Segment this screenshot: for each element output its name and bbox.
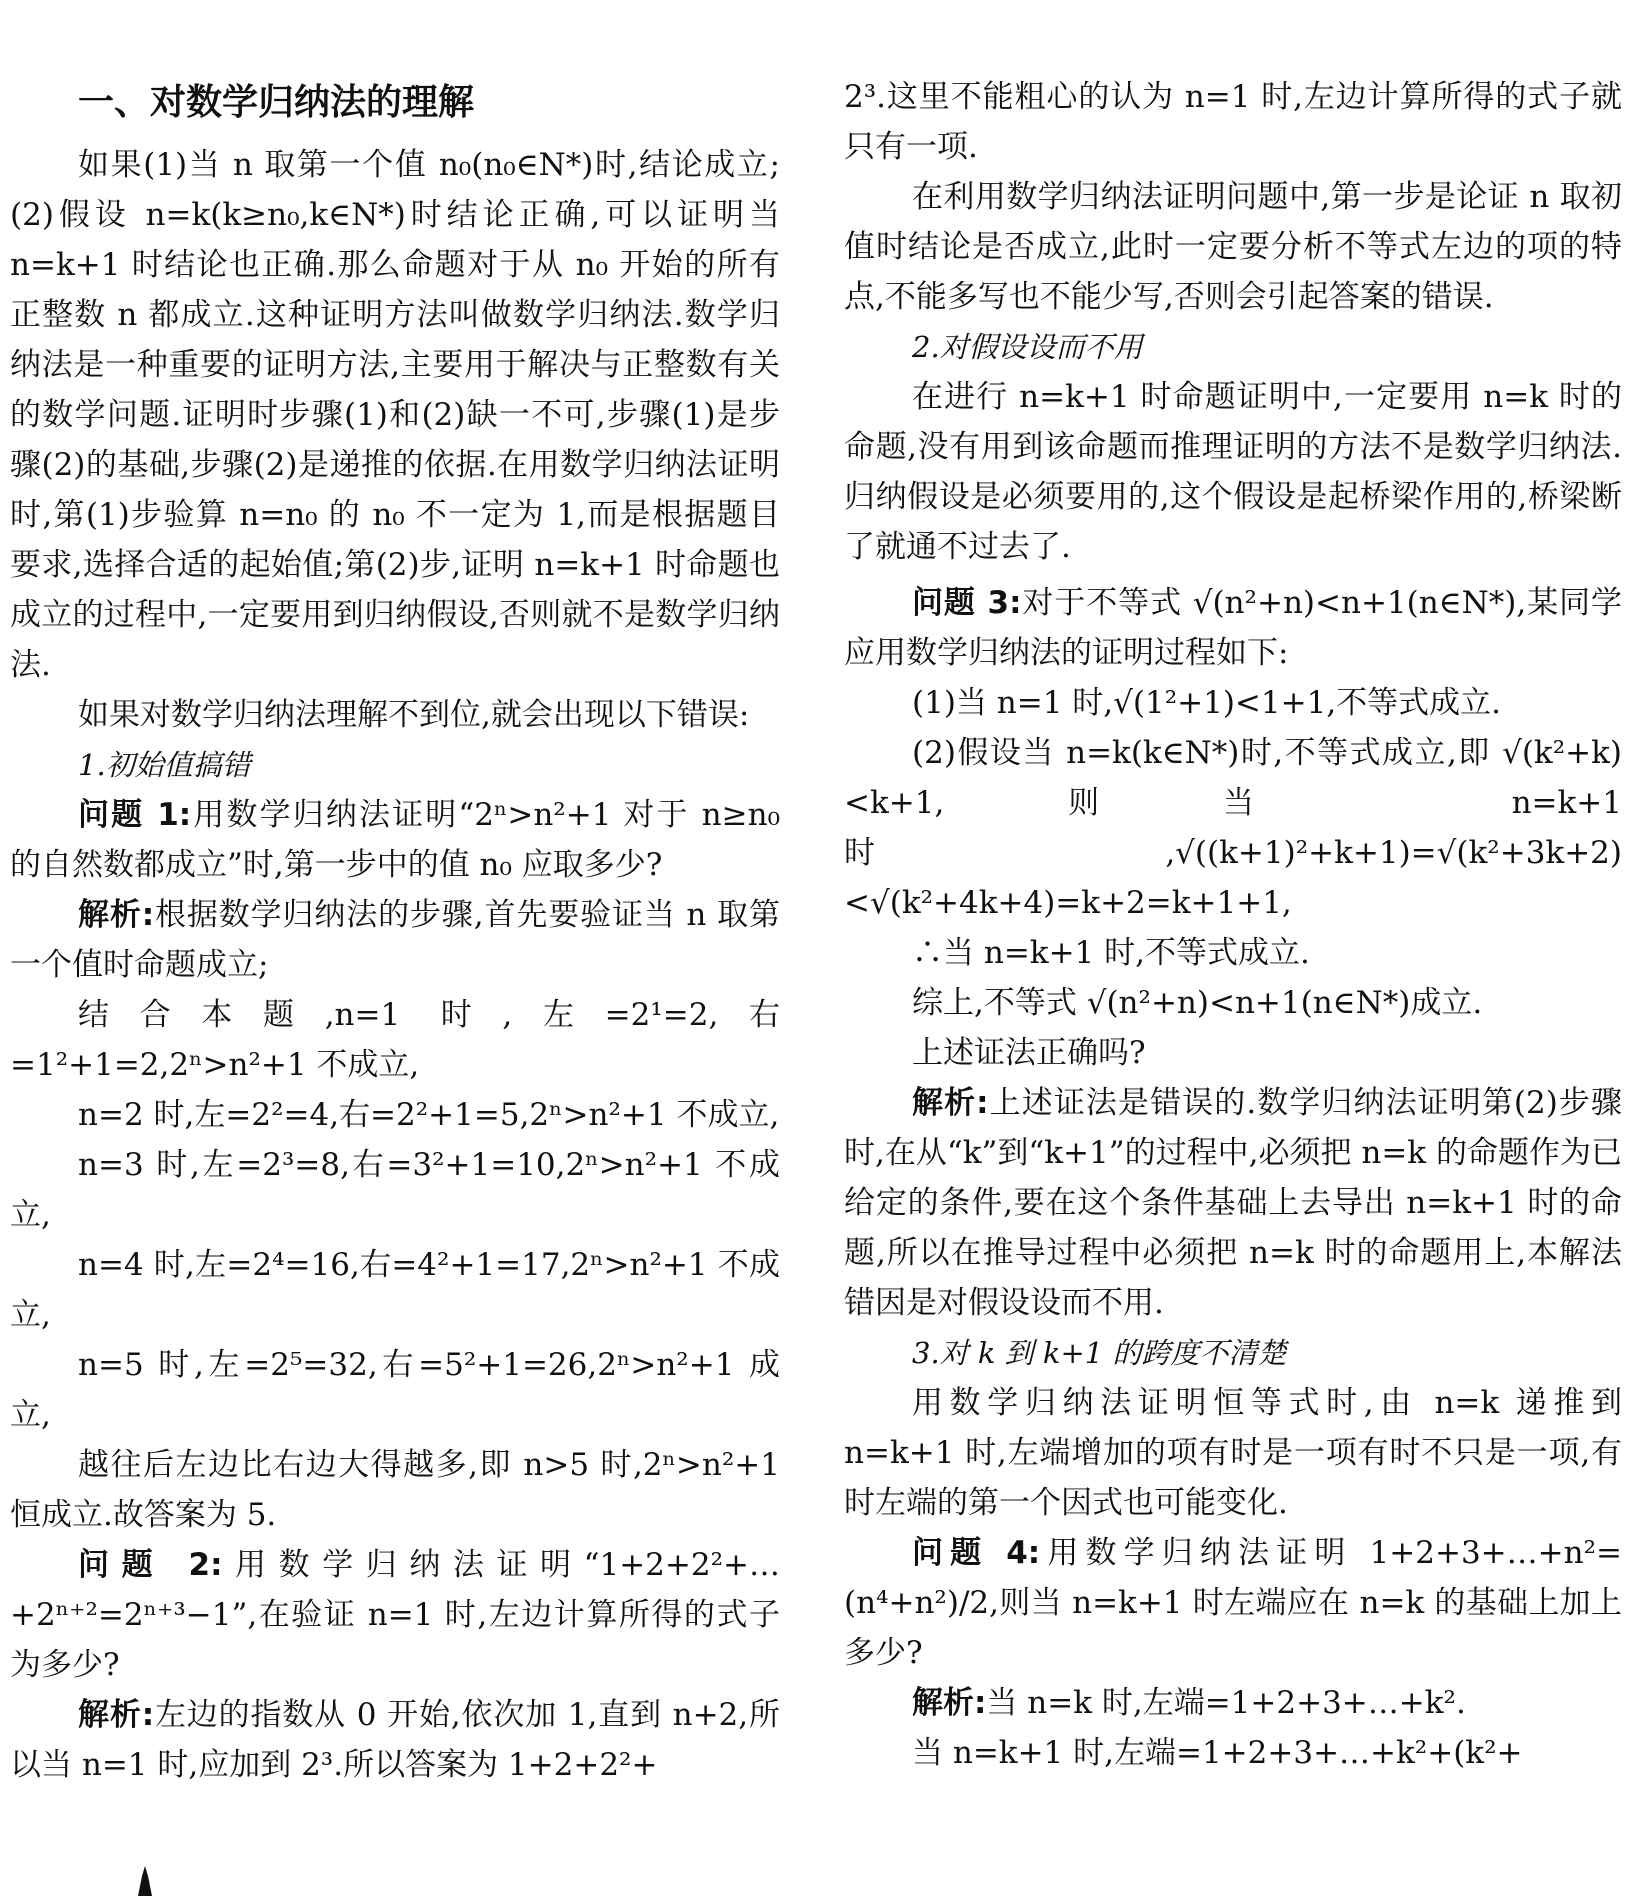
problem-3-text: 对于不等式 √(n²+n)<n+1(n∈N*),某同学应用数学归纳法的证明过程如下: [844, 585, 1622, 671]
analysis-4-line-2: 当 n=k+1 时,左端=1+2+3+…+k²+(k²+ [912, 1735, 1523, 1771]
problem-3 [844, 578, 1622, 678]
analysis-3-label: 解析: [912, 1085, 989, 1121]
analysis-4-text: 当 n=k 时,左端=1+2+3+…+k². [986, 1685, 1466, 1721]
analysis-1-text: 根据数学归纳法的步骤,首先要验证当 n 取第一个值时命题成立; [10, 897, 780, 983]
pen-nib-icon [138, 1866, 152, 1896]
analysis-2-label: 解析: [78, 1697, 155, 1733]
proof-line: (1)当 n=1 时,√(1²+1)<1+1,不等式成立. [912, 685, 1502, 721]
errors-intro: 如果对数学归纳法理解不到位,就会出现以下错误: [78, 697, 750, 733]
left-column [10, 0, 780, 1790]
analysis-1 [10, 890, 780, 990]
problem-1-label: 问题 1: [78, 797, 192, 833]
analysis-1-label: 解析: [78, 897, 155, 933]
analysis-1-line: n=4 时,左=2⁴=16,右=4²+1=17,2ⁿ>n²+1 不成立, [10, 1247, 780, 1333]
analysis-1-line: n=5 时,左=2⁵=32,右=5²+1=26,2ⁿ>n²+1 成立, [10, 1347, 780, 1433]
proof-line: (2)假设当 n=k(k∈N*)时,不等式成立,即 √(k²+k)<k+1,则当 n=k+1 时,√((k+1)²+k+1)=√(k²+3k+2)<√(k²+4k+4)=k+2=k+1+1, [844, 735, 1622, 921]
proof-line: ∴当 n=k+1 时,不等式成立. [912, 935, 1310, 971]
proof-question: 上述证法正确吗? [912, 1035, 1146, 1071]
analysis-3-text: 上述证法是错误的.数学归纳法证明第(2)步骤时,在从“k”到“k+1”的过程中,必须把 n=k 的命题作为已给定的条件,要在这个条件基础上去导出 n=k+1 时的命题,所以在推导过程中必须把 n=k 时的命题用上,本解法错因是对假设设而不用. [844, 1085, 1623, 1321]
problem-4 [844, 1528, 1622, 1678]
right-column [844, 0, 1622, 1778]
analysis-1-line: n=2 时,左=2²=4,右=2²+1=5,2ⁿ>n²+1 不成立, [78, 1097, 780, 1133]
analysis-2-text: 左边的指数从 0 开始,依次加 1,直到 n+2,所以当 n=1 时,应加到 2³.所以答案为 1+2+2²+ [10, 1697, 780, 1783]
problem-2-label: 问题 2: [78, 1547, 223, 1583]
section-title: 一、对数学归纳法的理解 [78, 82, 475, 123]
analysis-2 [10, 1690, 780, 1790]
analysis-3 [844, 1078, 1622, 1328]
problem-2-text: 用数学归纳法证明“1+2+2²+…+2ⁿ⁺²=2ⁿ⁺³−1”,在验证 n=1 时,左边计算所得的式子为多少? [10, 1547, 780, 1683]
analysis-4 [844, 1678, 1622, 1728]
paragraph-step-one: 在利用数学归纳法证明问题中,第一步是论证 n 取初值时结论是否成立,此时一定要分析不等式左边的项的特点,不能多写也不能少写,否则会引起答案的错误. [844, 179, 1622, 315]
analysis-1-conclusion: 越往后左边比右边大得越多,即 n>5 时,2ⁿ>n²+1 恒成立.故答案为 5. [10, 1447, 780, 1533]
problem-1 [10, 790, 780, 890]
paragraph-span: 用数学归纳法证明恒等式时,由 n=k 递推到 n=k+1 时,左端增加的项有时是一项有时不只是一项,有时左端的第一个因式也可能变化. [844, 1385, 1622, 1521]
subheading-hypothesis: 2.对假设设而不用 [912, 330, 1143, 364]
problem-4-label: 问题 4: [912, 1535, 1041, 1571]
subheading-span: 3.对 k 到 k+1 的跨度不清楚 [912, 1336, 1287, 1370]
analysis-2-continued: 2³.这里不能粗心的认为 n=1 时,左边计算所得的式子就只有一项. [844, 79, 1622, 165]
paragraph-hypothesis: 在进行 n=k+1 时命题证明中,一定要用 n=k 时的命题,没有用到该命题而推理证明的方法不是数学归纳法.归纳假设是必须要用的,这个假设是起桥梁作用的,桥梁断了就通不过去了. [844, 379, 1622, 565]
analysis-1-line: 结合本题,n=1 时,左=2¹=2,右=1²+1=2,2ⁿ>n²+1 不成立, [10, 997, 780, 1083]
analysis-1-line: n=3 时,左=2³=8,右=3²+1=10,2ⁿ>n²+1 不成立, [10, 1147, 780, 1233]
intro-paragraph: 如果(1)当 n 取第一个值 n₀(n₀∈N*)时,结论成立;(2)假设 n=k(k≥n₀,k∈N*)时结论正确,可以证明当 n=k+1 时结论也正确.那么命题对于从 n₀ 开始的所有正整数 n 都成立.这种证明方法叫做数学归纳法.数学归纳法是一种重要的证明方法,主要用于解决与正整数有关的数学问题.证明时步骤(1)和(2)缺一不可,步骤(1)是步骤(2)的基础,步骤(2)是递推的依据.在用数学归纳法证明时,第(1)步验算 n=n₀ 的 n₀ 不一定为 1,而是根据题目要求,选择合适的起始值;第(2)步,证明 n=k+1 时命题也成立的过程中,一定要用到归纳假设,否则就不是数学归纳法. [10, 147, 780, 683]
problem-2 [10, 1540, 780, 1690]
subheading-initial-value: 1.初始值搞错 [78, 748, 251, 782]
problem-1-text: 用数学归纳法证明“2ⁿ>n²+1 对于 n≥n₀ 的自然数都成立”时,第一步中的值 n₀ 应取多少? [10, 797, 780, 883]
problem-4-text: 用数学归纳法证明 1+2+3+…+n²=(n⁴+n²)/2,则当 n=k+1 时左端应在 n=k 的基础上加上多少? [844, 1535, 1622, 1671]
problem-3-label: 问题 3: [912, 585, 1022, 621]
analysis-4-label: 解析: [912, 1685, 987, 1721]
proof-line: 综上,不等式 √(n²+n)<n+1(n∈N*)成立. [912, 985, 1483, 1021]
